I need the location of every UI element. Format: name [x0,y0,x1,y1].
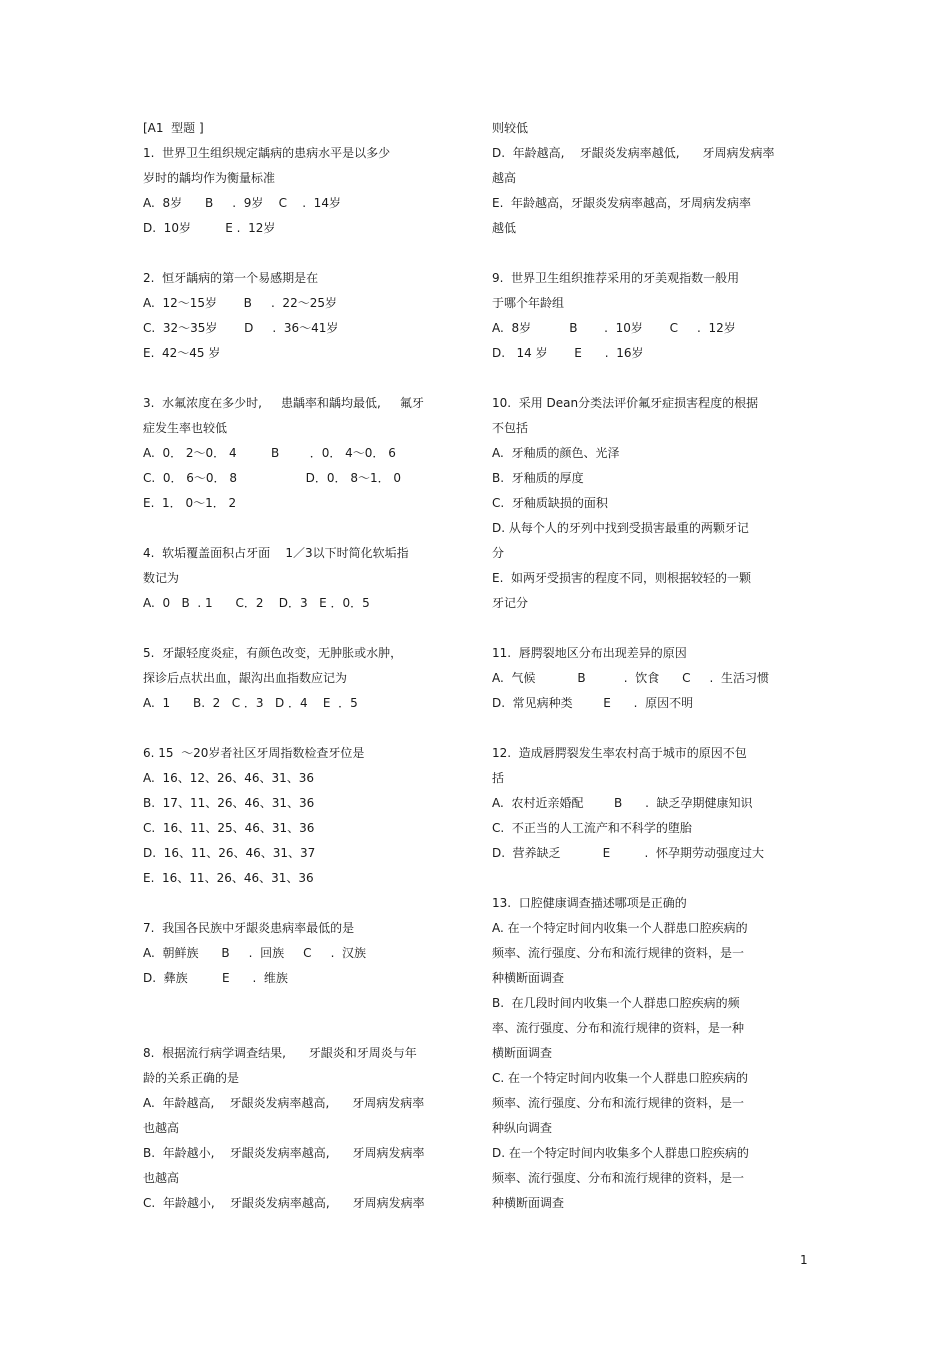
text-line: B. 在几段时间内收集一个人群患口腔疾病的频 [492,996,740,1010]
text-line: 4. 软垢覆盖面积占牙面 1／3以下时简化软垢指 [143,546,409,560]
text-line: D. 14 岁 E . 16岁 [492,346,644,360]
text-line: D. 彝族 E . 维族 [143,971,288,985]
text-line: 探诊后点状出血，龈沟出血指数应记为 [143,671,348,685]
text-line: 越高 [492,171,517,185]
blank-line [143,896,443,921]
text-line: 率、流行强度、分布和流行规律的资料，是一种 [492,1021,745,1035]
blank-line [143,621,443,646]
text-line: A. 8岁 B . 9岁 C . 14岁 [143,196,341,210]
text-line: C. 在一个特定时间内收集一个人群患口腔疾病的 [492,1071,749,1085]
text-line: A. 牙釉质的颜色、光泽 [492,446,620,460]
blank-line [143,996,443,1021]
text-line: B. 17、11、26、46、31、36 [143,796,315,810]
text-line: D. 16、11、26、46、31、37 [143,846,316,860]
text-line: 则较低 [492,121,529,135]
text-line: 横断面调查 [492,1046,553,1060]
text-line: A. 农村近亲婚配 B . 缺乏孕期健康知识 [492,796,753,810]
text-line: 分 [492,546,505,560]
blank-line [143,521,443,546]
blank-line [492,721,792,746]
blank-line [143,1021,443,1046]
text-line: [A1 型题 ] [143,121,204,135]
text-line: A. 12～15岁 B . 22～25岁 [143,296,337,310]
text-line: A. 0 B . 1 C．2 D．3 E ．0．5 [143,596,370,610]
text-line: C. 牙釉质缺损的面积 [492,496,608,510]
text-line: B. 年龄越小, 牙龈炎发病率越高, 牙周病发病率 [143,1146,425,1160]
text-line: A. 8岁 B . 10岁 C . 12岁 [492,321,736,335]
text-line: C. 32～35岁 D . 36～41岁 [143,321,339,335]
text-line: D. 年龄越高, 牙龈炎发病率越低, 牙周病发病率 [492,146,775,160]
text-line: 龄的关系正确的是 [143,1071,240,1085]
text-line: C. 年龄越小, 牙龈炎发病率越高, 牙周病发病率 [143,1196,425,1210]
text-line: 种横断面调查 [492,1196,565,1210]
blank-line [492,246,792,271]
text-line: 牙记分 [492,596,529,610]
left-column [143,121,443,1221]
text-line: C. 0． 6～0． 8 D．0． 8～1． 0 [143,471,402,485]
blank-line [143,721,443,746]
text-line: 12. 造成唇腭裂发生率农村高于城市的原因不包 [492,746,747,760]
text-line: D. 10岁 E . 12岁 [143,221,276,235]
text-line: 括 [492,771,505,785]
text-line: 10. 采用 Dean分类法评价氟牙症损害程度的根据 [492,396,759,410]
text-line: B. 牙釉质的厚度 [492,471,584,485]
blank-line [143,371,443,396]
blank-line [492,621,792,646]
text-line: 13. 口腔健康调查描述哪项是正确的 [492,896,687,910]
text-line: 种纵向调查 [492,1121,553,1135]
blank-line [143,246,443,271]
text-line: 也越高 [143,1121,180,1135]
text-line: 症发生率也较低 [143,421,228,435]
text-line: A. 16、12、26、46、31、36 [143,771,315,785]
text-line: 于哪个年龄组 [492,296,565,310]
text-line: E. 年龄越高，牙龈炎发病率越高，牙周病发病率 [492,196,752,210]
text-line: A. 在一个特定时间内收集一个人群患口腔疾病的 [492,921,748,935]
text-line: A. 朝鲜族 B . 回族 C . 汉族 [143,946,367,960]
text-line: 11. 唇腭裂地区分布出现差异的原因 [492,646,687,660]
text-line: 7. 我国各民族中牙龈炎患病率最低的是 [143,921,355,935]
text-line: E. 1． 0～1． 2 [143,496,237,510]
text-line: 不包括 [492,421,529,435]
text-line: E. 如两牙受损害的程度不同，则根据较轻的一颗 [492,571,752,585]
text-line: D. 营养缺乏 E . 怀孕期劳动强度过大 [492,846,764,860]
text-line: E. 42～45 岁 [143,346,221,360]
text-line: 频率、流行强度、分布和流行规律的资料，是一 [492,1171,745,1185]
text-line: 也越高 [143,1171,180,1185]
text-line: D. 从每个人的牙列中找到受损害最重的两颗牙记 [492,521,749,535]
blank-line [492,371,792,396]
text-line: A. 年龄越高, 牙龈炎发病率越高, 牙周病发病率 [143,1096,425,1110]
text-line: E. 16、11、26、46、31、36 [143,871,314,885]
text-line: D. 在一个特定时间内收集多个人群患口腔疾病的 [492,1146,749,1160]
text-line: 数记为 [143,571,180,585]
text-line: D. 常见病种类 E . 原因不明 [492,696,694,710]
text-line: A. 1 B. 2 C ．3 D ．4 E ．5 [143,696,358,710]
text-line: 频率、流行强度、分布和流行规律的资料，是一 [492,946,745,960]
text-line: 频率、流行强度、分布和流行规律的资料，是一 [492,1096,745,1110]
text-line: 3. 水氟浓度在多少时, 患龋率和龋均最低, 氟牙 [143,396,424,410]
text-line: 1. 世界卫生组织规定龋病的患病水平是以多少 [143,146,391,160]
text-line: 越低 [492,221,517,235]
text-line: 2. 恒牙龋病的第一个易感期是在 [143,271,319,285]
text-line: C. 不正当的人工流产和不科学的堕胎 [492,821,692,835]
page-number: 1 [800,1253,808,1267]
blank-line [492,871,792,896]
text-line: A. 气候 B . 饮食 C . 生活习惯 [492,671,770,685]
text-line: 种横断面调查 [492,971,565,985]
text-line: 5. 牙龈轻度炎症，有颜色改变，无肿胀或水肿， [143,646,403,660]
text-line: 9. 世界卫生组织推荐采用的牙美观指数一般用 [492,271,740,285]
text-line: 8. 根据流行病学调查结果, 牙龈炎和牙周炎与年 [143,1046,417,1060]
text-line: C. 16、11、25、46、31、36 [143,821,315,835]
text-line: 6. 15 ～20岁者社区牙周指数检查牙位是 [143,746,365,760]
text-line: 岁时的龋均作为衡量标准 [143,171,276,185]
right-column [492,121,792,1221]
text-line: A. 0． 2～0． 4 B ．0． 4～0． 6 [143,446,396,460]
